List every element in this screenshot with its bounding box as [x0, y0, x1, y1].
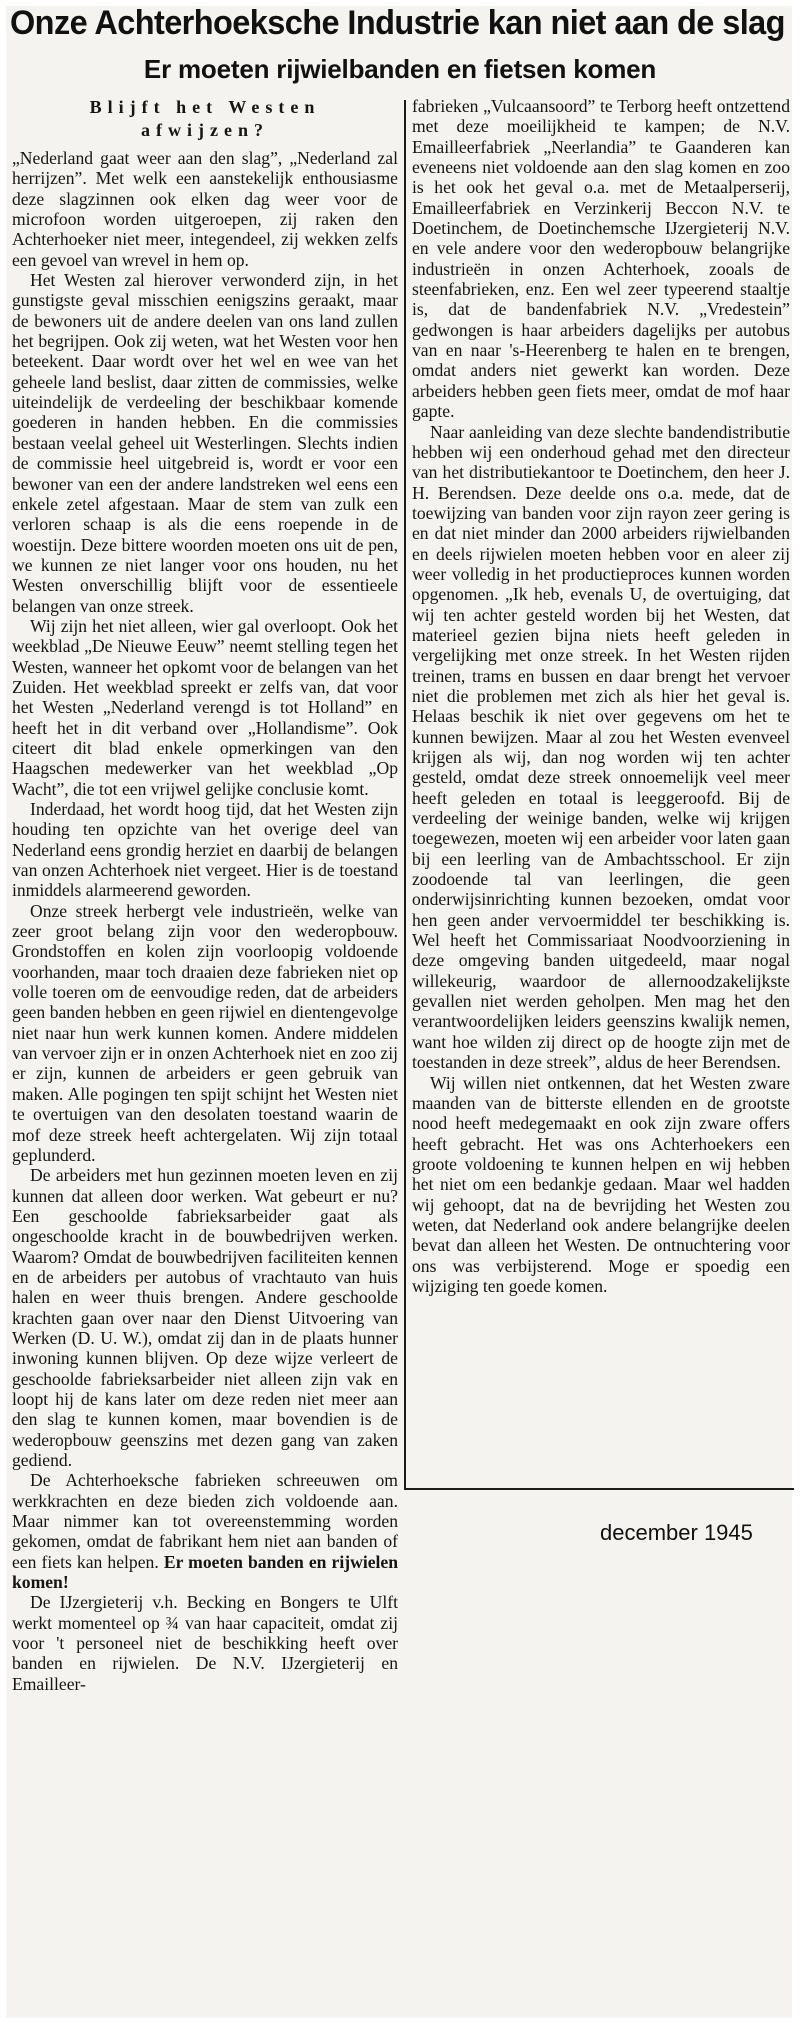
- paragraph-intro: „Nederland gaat weer aan den slag”, „Nederland zal herrijzen”. Met welk een aanstekelijk enthousiasme deze slagzinnen ook elken dag weer voor de microfoon worden uitgeroepen, zij raken den Achterhoeker niet meer, integendeel, zij wekken zelfs een gevoel van wrevel in hem op.: [12, 148, 398, 270]
- article-headline: Onze Achterhoeksche Industrie kan niet aan de slag: [10, 4, 785, 42]
- paragraph-conclusion: Wij willen niet ontkennen, dat het Westen zware maanden van de bitterste ellenden en de grootste nood heeft medegemaakt en ook zijn zware offers heeft gebracht. Het was ons Achterhoekers een groote voldoening te kunnen helpen en wij hebben het niet om een bedankje gedaan. Maar wel hadden wij gehoopt, dat na de bevrijding het Westen zou weten, dat Nederland ook andere belangrijke deelen bevat dan alleen het Westen. De ontnuchtering voor ons was verbijsterend. Moge er spoedig een wijziging ten goede komen.: [412, 1072, 790, 1296]
- column-divider: [404, 100, 406, 1490]
- paragraph-interview: Naar aanleiding van deze slechte bandendistributie hebben wij een onderhoud gehad met den directeur van het distributiekantoor te Doetinchem, den heer J. H. Berendsen. Deze deelde ons o.a. mede, dat de toewijzing van banden voor zijn rayon zeer gering is en dat niet minder dan 2000 arbeiders rijwielbanden en deels rijwielen moeten hebben voor en aleer zij weer volledig in het productieproces kunnen worden opgenomen. „Ik heb, evenals U, de overtuiging, dat wij ten achter gesteld worden bij het Westen, dat materieel gezien bijna niets heeft geleden in vergelijking met onze streek. In het Westen rijden treinen, trams en bussen en daar brengt het vervoer niet die problemen met zich als hier het geval is. Helaas beschik ik niet over gegevens om het te kunnen bewijzen. Maar al zou het Westen evenveel krijgen als wij, dan nog worden wij ten achter gesteld, omdat deze streek onnoemelijk veel meer heeft geleden en totaal is leeggeroofd. Bij de verdeeling der weinige banden, welke wij krijgen toegewezen, moeten wij een arbeider voor laten gaan bij een leerling van de Ambachtsschool. Er zijn zoodoende tal van leerlingen, die geen onderwijsinrichting kunnen bezoeken, omdat voor hen geen ander vervoermiddel ter beschikking is. Wel heeft het Commissariaat Noodvoorziening in deze omgeving banden uitgedeeld, maar nogal willekeurig, waardoor de allernoodzakelijkste gevallen niet werden geholpen. Men mag het den verantwoordelijken leiders geenszins kwalijk nemen, want hoe wilden zij direct op de hoogte zijn met de toestanden in deze streek”, aldus de heer Berendsen.: [412, 421, 790, 1073]
- date-label: december 1945: [600, 1520, 753, 1545]
- paragraph-weekly: Wij zijn het niet alleen, wier gal overloopt. Ook het weekblad „De Nieuwe Eeuw” neemt stelling tegen het Westen, wanneer het opkomt voor de belangen van het Zuiden. Het weekblad spreekt er zelfs van, dat voor het Westen „Nederland verengd is tot Holland” en heeft het in dit verband over „Hollandisme”. Ook citeert dit blad enkele opmerkingen van den Haagschen medewerker van het weekblad „Op Wacht”, die tot een vrijwel gelijke conclusie komt.: [12, 615, 398, 799]
- left-column: [12, 96, 398, 1694]
- paragraph-factories-text: De Achterhoeksche fabrieken schreeuwen om werkkrachten en deze bieden zich voldoende aan. Maar nimmer kan tot overeenstemming worden gekomen, omdat de fabrikant hem niet aan banden of een fiets kan helpen.: [12, 1470, 398, 1572]
- paragraph-industries: Onze streek herbergt vele industrieën, welke van zeer groot belang zijn voor den wederopbouw. Grondstoffen en kolen zijn voorloopig voldoende voorhanden, maar toch draaien deze fabrieken niet op volle toeren om de eenvoudige reden, dat de arbeiders geen banden hebben en geen rijwiel en dientengevolge niet naar hun werk kunnen komen. Andere middelen van vervoer zijn er in onzen Achterhoek niet en zoo zij er zijn, kunnen de arbeiders er geen gebruik van maken. Alle pogingen ten spijt schijnt het Westen niet te overtuigen van den desolaten toestand waarin de mof deze streek heeft achtergelaten. Wij zijn totaal geplunderd.: [12, 900, 398, 1165]
- paragraph-factories: [12, 1470, 398, 1592]
- column-end-rule: [404, 1488, 794, 1490]
- section-heading: Blijft het Westen afwijzen?: [89, 97, 321, 140]
- paragraph-workers: De arbeiders met hun gezinnen moeten leven en zij kunnen dat alleen door werken. Wat gebeurt er nu? Een geschoolde fabrieksarbeider gaat als ongeschoolde kracht in de bouwbedrijven werken. Waarom? Omdat de bouwbedrijven faciliteiten kennen en de arbeiders per autobus of vrachtauto van huis halen en weer thuis brengen. Andere geschoolde krachten gaan over naar den Dienst Uitvoering van Werken (D. U. W.), omdat zij dan in de plaats hunner inwoning kunnen blijven. Op deze wijze verleert de geschoolde fabrieksarbeider niet alleen zijn vak en loopt hij de kans later om deze reden niet meer aan den slag te kunnen komen, maar bovendien is de wederopbouw geenszins met dezen gang van zaken gediend.: [12, 1165, 398, 1470]
- article-subheadline: Er moeten rijwielbanden en fietsen komen: [143, 54, 657, 84]
- paragraph-west: Het Westen zal hierover verwonderd zijn, in het gunstigste geval misschien eenigszins geraakt, maar de bewoners uit de andere deelen van ons land zullen het begrijpen. Ook zij weten, wat het Westen voor hen beteekent. Daar wordt over het wel en wee van het geheele land beslist, daar zitten de commissies, welke uiteindelijk de verdeeling der beschikbaar komende goederen in handen hebben. En die commissies bestaan veelal geheel uit Westerlingen. Slechts indien de commissie heel uitgebreid is, wordt er voor een bewoner van een der andere landstreken wel eens een enkele zetel afgestaan. Maar de stem van zulk een verloren schaap is als die eens roepende in de woestijn. Deze bittere woorden moeten ons uit de pen, we kunnen ze niet langer voor ons houden, nu het Westen onverschillig blijft voor de essentieele belangen van onze streek.: [12, 270, 398, 616]
- paragraph-ironfoundry: De IJzergieterij v.h. Becking en Bongers te Ulft werkt momenteel op ¾ van haar capaciteit, omdat zij voor 't personeel niet de beschikking heeft over banden en rijwielen. De N.V. IJzergieterij en Emailleer-: [12, 1592, 398, 1694]
- paragraph-indeed: Inderdaad, het wordt hoog tijd, dat het Westen zijn houding ten opzichte van het overige deel van Nederland eens grondig herziet en daarbij de belangen van onzen Achterhoek niet vergeet. Hier is de toestand inmiddels alarmeerend geworden.: [12, 799, 398, 901]
- paragraph-factories-bold: Er moeten banden en rijwielen komen!: [12, 1551, 398, 1593]
- right-column: [412, 96, 790, 1296]
- paragraph-factories-continued: fabrieken „Vulcaansoord” te Terborg heeft ontzettend met deze moeilijkheid te kampen; de N.V. Emailleerfabriek „Neerlandia” te Gaanderen kan eveneens niet voldoende aan den slag komen en zoo is het ook het geval o.a. met de Metaalperserij, Emailleerfabriek en Verzinkerij Beccon N.V. te Doetinchem, de Doetinchemsche IJzergieterij N.V. en vele andere voor den wederopbouw belangrijke industrieën in onzen Achterhoek, zooals de steenfabrieken, enz. Een wel zeer typeerend staaltje is, dat de bandenfabriek N.V. „Vredestein” gedwongen is haar arbeiders dagelijks per autobus van en naar 's-Heerenberg te halen en te brengen, omdat anders niet gewerkt kan worden. Deze arbeiders hebben geen fiets meer, omdat de mof haar gapte.: [412, 96, 790, 422]
